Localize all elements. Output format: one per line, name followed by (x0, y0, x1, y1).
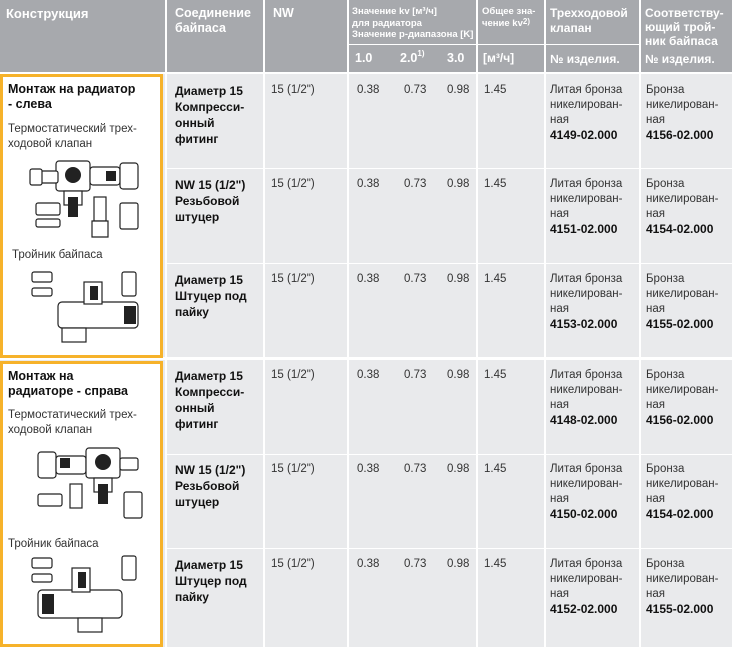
row0-k3: 0.98 (447, 84, 470, 96)
row2-conn-line: Диаметр 15 (175, 273, 243, 287)
header-tee-line3: ник байпаса (645, 34, 718, 48)
row2-k2: 0.73 (404, 273, 427, 285)
header-valve-line1: Трехходовой (550, 6, 628, 20)
header-p1: 1.0 (355, 51, 373, 65)
group-left-title (8, 82, 135, 112)
row5-conn-line: пайку (175, 590, 209, 604)
row2-tee-line: ная (646, 303, 665, 315)
row1-valve-line: ная (550, 208, 569, 220)
row0-conn-line: онный (175, 116, 215, 130)
header-tee (645, 6, 724, 48)
row5-k3: 0.98 (447, 558, 470, 570)
row5-valve (550, 557, 622, 617)
row0-nw: 15 (1/2") (271, 84, 315, 96)
three-way-valve-left-picture (28, 153, 148, 245)
row3-tee-no: 4156-02.000 (646, 413, 714, 427)
row3-k1: 0.38 (357, 369, 380, 381)
row1-valve (550, 177, 622, 237)
header-total (482, 6, 535, 29)
row-sep (167, 454, 732, 455)
group-right-valve-label-line2: ходовой клапан (8, 424, 93, 436)
row0-k2: 0.73 (404, 84, 427, 96)
row4-valve-line: никелирован- (550, 478, 623, 490)
group-left-valve-label-line1: Термостатический трех- (8, 123, 137, 135)
header-p2 (400, 51, 425, 65)
header-total-line1: Общее зна- (482, 6, 536, 17)
row4-tee-line: Бронза (646, 463, 685, 475)
three-way-valve-right-picture (28, 440, 148, 532)
row4-k2: 0.73 (404, 463, 427, 475)
header-construction: Конструкция (6, 6, 89, 21)
row3-valve-line: никелирован- (550, 384, 623, 396)
group-right-tee-label: Тройник байпаса (8, 538, 99, 550)
group-right-title-line2: радиаторе - справа (8, 384, 129, 398)
header-kv-line2: для радиатора (352, 17, 422, 29)
row5-total: 1.45 (484, 558, 507, 570)
row3-nw: 15 (1/2") (271, 369, 315, 381)
row4-k1: 0.38 (357, 463, 380, 475)
header-kv (352, 6, 473, 41)
header-valve-line2: клапан (550, 21, 592, 35)
row2-conn-line: Штуцер под (175, 289, 247, 303)
row5-tee-line: ная (646, 588, 665, 600)
row2-conn (175, 272, 247, 320)
row5-nw: 15 (1/2") (271, 558, 315, 570)
row1-total: 1.45 (484, 178, 507, 190)
row-sep (167, 548, 732, 549)
row2-tee-line: Бронза (646, 273, 685, 285)
row5-k2: 0.73 (404, 558, 427, 570)
row0-conn-line: Диаметр 15 (175, 84, 243, 98)
row0-conn-line: Компресси- (175, 100, 245, 114)
row4-conn-line: NW 15 (1/2") (175, 463, 246, 477)
row2-nw: 15 (1/2") (271, 273, 315, 285)
row3-tee-line: никелирован- (646, 384, 719, 396)
row1-k2: 0.73 (404, 178, 427, 190)
header-p2-sup: 1) (417, 49, 425, 58)
row4-conn-line: Резьбовой (175, 479, 240, 493)
row2-total: 1.45 (484, 273, 507, 285)
group-right-valve-label-line1: Термостатический трех- (8, 409, 137, 421)
header-kv-divider (349, 44, 476, 45)
bypass-tee-left-picture (28, 266, 148, 348)
row1-k1: 0.38 (357, 178, 380, 190)
header-total-divider (478, 44, 544, 45)
row2-tee-line: никелирован- (646, 288, 719, 300)
row1-conn-line: Резьбовой (175, 194, 240, 208)
row1-nw: 15 (1/2") (271, 178, 315, 190)
row3-tee-line: ная (646, 399, 665, 411)
row1-tee-line: никелирован- (646, 193, 719, 205)
row0-conn-line: фитинг (175, 132, 219, 146)
row4-total: 1.45 (484, 463, 507, 475)
row-sep (167, 168, 732, 169)
header-valve-divider (546, 44, 639, 45)
row1-valve-line: Литая бронза (550, 178, 623, 190)
header-p3: 3.0 (447, 51, 465, 65)
row2-valve-line: ная (550, 303, 569, 315)
header-tee-line1: Соответству- (645, 6, 724, 20)
row3-conn (175, 368, 244, 432)
header-valve-no: № изделия. (550, 52, 620, 66)
header-total-sup: 2) (522, 16, 530, 26)
row4-tee (646, 462, 718, 522)
row2-k3: 0.98 (447, 273, 470, 285)
row5-valve-line: ная (550, 588, 569, 600)
row3-valve-line: Литая бронза (550, 369, 623, 381)
row3-k3: 0.98 (447, 369, 470, 381)
row5-tee-line: никелирован- (646, 573, 719, 585)
row3-conn-line: Компресси- (175, 385, 245, 399)
row5-conn-line: Штуцер под (175, 574, 247, 588)
row2-valve-no: 4153-02.000 (550, 317, 618, 331)
row1-tee-line: Бронза (646, 178, 685, 190)
row4-valve-line: Литая бронза (550, 463, 623, 475)
row5-tee-line: Бронза (646, 558, 685, 570)
row4-valve (550, 462, 622, 522)
row-sep (167, 263, 732, 264)
header-valve (550, 6, 628, 36)
header-tee-line2: ющий трой- (645, 20, 716, 34)
header-bypass-conn-line2: байпаса (175, 21, 226, 35)
row4-nw: 15 (1/2") (271, 463, 315, 475)
row3-k2: 0.73 (404, 369, 427, 381)
row5-conn (175, 557, 247, 605)
group-right-title-line1: Монтаж на (8, 369, 74, 383)
row1-tee (646, 177, 718, 237)
header-p2-value: 2.0 (400, 51, 418, 65)
row5-valve-line: Литая бронза (550, 558, 623, 570)
row0-tee-line: ная (646, 114, 665, 126)
row0-k1: 0.38 (357, 84, 380, 96)
row5-valve-no: 4152-02.000 (550, 602, 618, 616)
row5-tee-no: 4155-02.000 (646, 602, 714, 616)
row0-valve-line: ная (550, 114, 569, 126)
row4-valve-line: ная (550, 493, 569, 505)
row0-conn (175, 83, 244, 147)
row4-tee-line: ная (646, 493, 665, 505)
row4-valve-no: 4150-02.000 (550, 507, 618, 521)
row4-conn (175, 462, 245, 510)
row5-tee (646, 557, 718, 617)
group-right-valve-label (8, 408, 137, 438)
row3-tee-line: Бронза (646, 369, 685, 381)
row3-valve (550, 368, 622, 428)
row0-valve-line: никелирован- (550, 99, 623, 111)
row1-conn (175, 177, 245, 225)
row3-conn-line: фитинг (175, 417, 219, 431)
row0-valve-no: 4149-02.000 (550, 128, 618, 142)
row1-conn-line: штуцер (175, 210, 220, 224)
row1-conn-line: NW 15 (1/2") (175, 178, 246, 192)
row0-tee-line: никелирован- (646, 99, 719, 111)
header-nw: NW (273, 6, 294, 20)
group-left-title-line1: Монтаж на радиатор (8, 82, 136, 96)
group-left-valve-label-line2: ходовой клапан (8, 138, 93, 150)
row2-tee (646, 272, 718, 332)
row1-k3: 0.98 (447, 178, 470, 190)
header-total-unit: [м³/ч] (483, 51, 515, 65)
row0-tee-line: Бронза (646, 84, 685, 96)
row5-conn-line: Диаметр 15 (175, 558, 243, 572)
group-right-title (8, 369, 128, 399)
row3-conn-line: Диаметр 15 (175, 369, 243, 383)
row3-valve-line: ная (550, 399, 569, 411)
row0-valve (550, 83, 622, 143)
header-kv-line3: Значение p-диапазона [K] (352, 29, 474, 40)
row0-total: 1.45 (484, 84, 507, 96)
row5-k1: 0.38 (357, 558, 380, 570)
row2-tee-no: 4155-02.000 (646, 317, 714, 331)
row0-tee-no: 4156-02.000 (646, 128, 714, 142)
header-total-line2 (482, 18, 535, 30)
row2-valve-line: никелирован- (550, 288, 623, 300)
row4-tee-line: никелирован- (646, 478, 719, 490)
row0-valve-line: Литая бронза (550, 84, 623, 96)
group-left-valve-label (8, 122, 137, 152)
row4-tee-no: 4154-02.000 (646, 507, 714, 521)
header-kv-line1: Значение kv [м³/ч] (352, 6, 437, 17)
row2-valve (550, 272, 622, 332)
row2-k1: 0.38 (357, 273, 380, 285)
header-total-line2-text: чение kv (482, 17, 523, 29)
header-bypass-conn (175, 6, 251, 36)
group-left-title-line2: - слева (8, 97, 52, 111)
row0-tee (646, 83, 718, 143)
row2-valve-line: Литая бронза (550, 273, 623, 285)
bypass-tee-right-picture (28, 552, 148, 638)
row1-valve-line: никелирован- (550, 193, 623, 205)
row5-valve-line: никелирован- (550, 573, 623, 585)
row1-valve-no: 4151-02.000 (550, 222, 618, 236)
header-tee-no: № изделия. (645, 52, 715, 66)
group-left-tee-label: Тройник байпаса (12, 249, 103, 261)
row1-tee-line: ная (646, 208, 665, 220)
row4-k3: 0.98 (447, 463, 470, 475)
row3-tee (646, 368, 718, 428)
row3-conn-line: онный (175, 401, 215, 415)
row1-tee-no: 4154-02.000 (646, 222, 714, 236)
row3-total: 1.45 (484, 369, 507, 381)
row3-valve-no: 4148-02.000 (550, 413, 618, 427)
row4-conn-line: штуцер (175, 495, 220, 509)
row2-conn-line: пайку (175, 305, 209, 319)
header-bypass-conn-line1: Соединение (175, 6, 251, 20)
